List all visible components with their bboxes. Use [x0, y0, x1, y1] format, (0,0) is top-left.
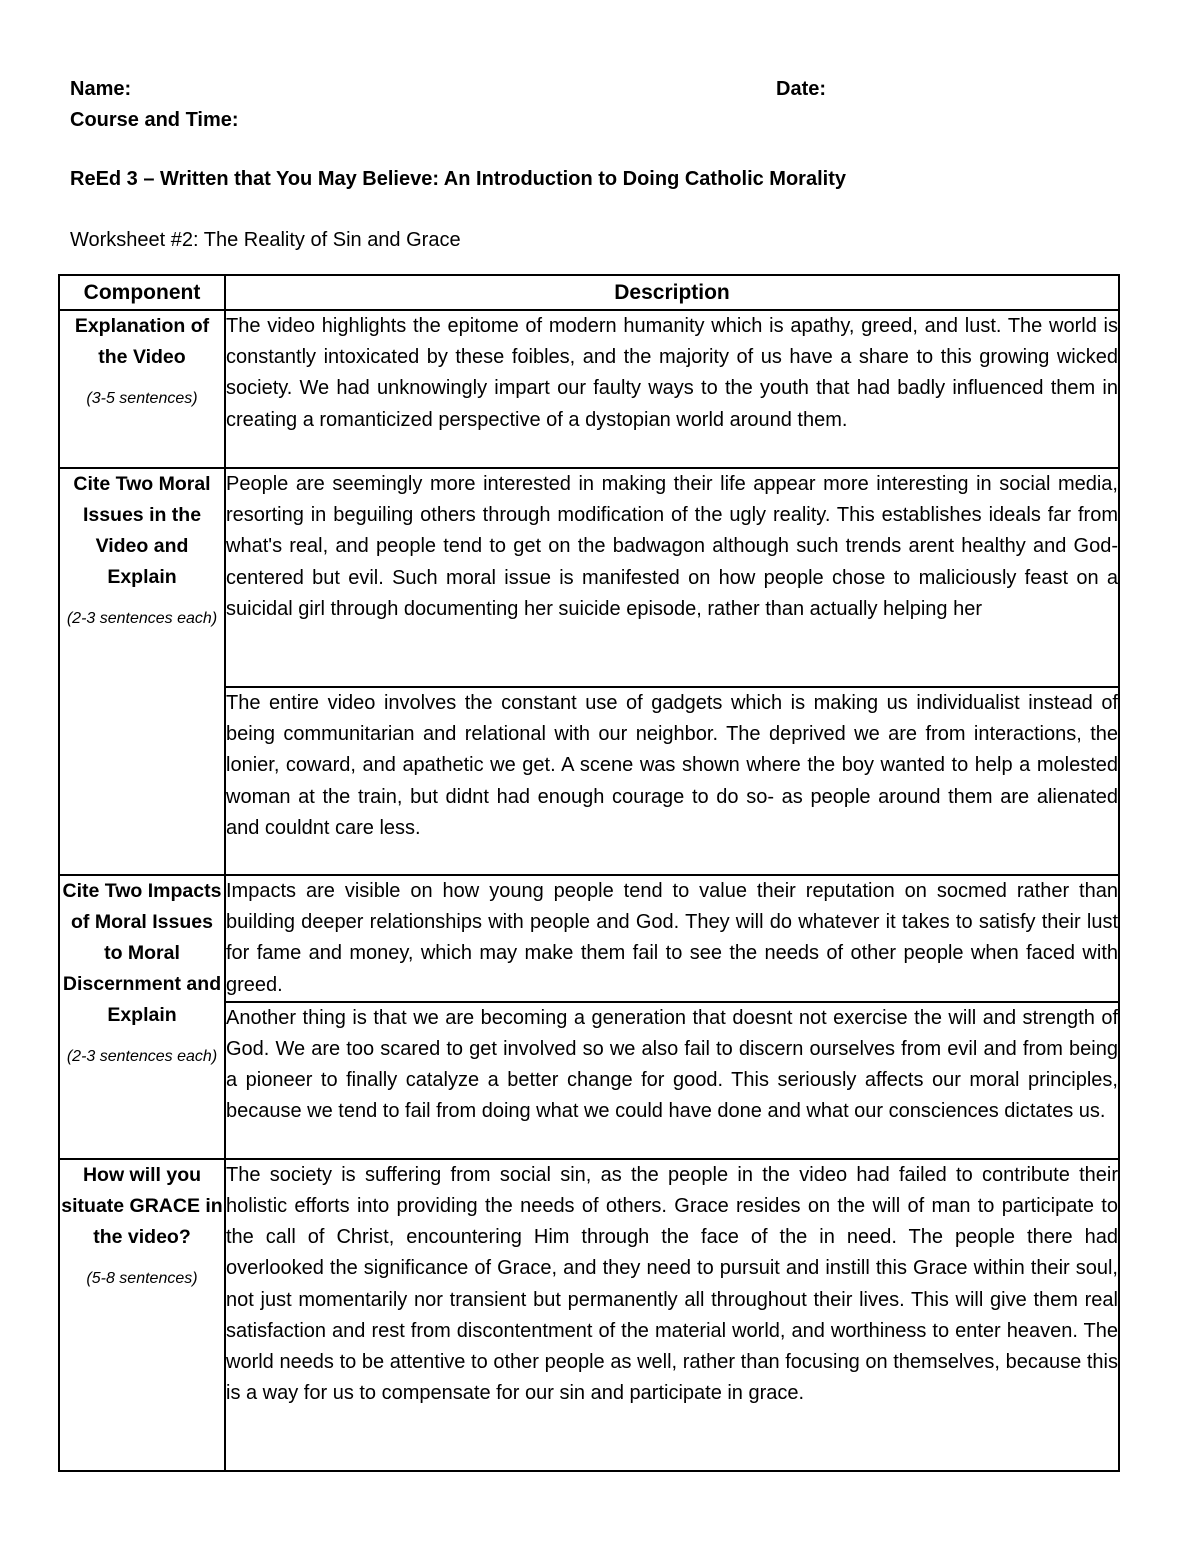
worksheet-table	[58, 274, 1120, 1472]
component-cell	[59, 875, 225, 1159]
description-text: The entire video involves the constant use of gadgets which is making us individualist instead of being communitarian and relational with our neighbor. The deprived we are from interactions, the lonier, coward, and apathetic we get. A scene was shown where the boy wanted to help a molested woman at the train, but didnt had enough courage to do so- as people around them are alienated and couldnt care less.	[226, 692, 1118, 839]
description-cell	[225, 1002, 1119, 1159]
column-header-description: Description	[225, 275, 1119, 310]
table-row	[59, 875, 1119, 1002]
component-label: Explanation of the Video	[74, 315, 210, 368]
description-cell	[225, 1159, 1119, 1471]
description-text: People are seemingly more interested in making their life appear more interesting in social media, resorting in beguiling others through modification of the ugly reality. This establishes ideals far from what's real, and people tend to get on the badwagon although such trends arent healthy and God-centered but evil. Such moral issue is manifested on how people chose to maliciously feast on a suicidal girl through documenting her suicide episode, rather than actually helping her	[226, 473, 1118, 620]
component-label: Cite Two Moral Issues in the Video and Explain	[73, 473, 211, 588]
description-text: The society is suffering from social sin, as the people in the video had failed to contribute their holistic efforts into providing the needs of others. Grace resides on the will of man to participate to the call of Christ, encountering Him through the face of the in need. The people there had overlooked the significance of Grace, and they need to pursuit and instill this Grace within their soul, not just momentarily nor transient but permanently all throughout their lives. This will give them real satisfaction and rest from discontentment of the material world, and worthiness to enter heaven. The world needs to be attentive to other people as well, rather than focusing on themselves, because this is a way for us to compensate for our sin and participate in grace.	[226, 1163, 1118, 1405]
description-cell	[225, 875, 1119, 1002]
component-label: Cite Two Impacts of Moral Issues to Moral Discernment and Explain	[62, 880, 222, 1026]
component-cell	[59, 310, 225, 468]
date-label: Date:	[776, 78, 827, 100]
worksheet-title: Worksheet #2: The Reality of Sin and Grace	[70, 229, 461, 251]
description-text: Impacts are visible on how young people tend to value their reputation on socmed rather than building deeper relationships with people and God. They will do whatever it takes to satisfy their lust for fame and money, which may make them fail to see the needs of other people when faced with greed.	[226, 880, 1118, 996]
sentence-count-note: (2-3 sentences each)	[66, 1048, 218, 1065]
table-row	[59, 310, 1119, 468]
description-cell	[225, 468, 1119, 687]
table-row	[59, 468, 1119, 687]
component-label: How will you situate GRACE in the video?	[61, 1163, 223, 1248]
component-cell	[59, 1159, 225, 1471]
description-cell	[225, 687, 1119, 875]
sentence-count-note: (5-8 sentences)	[86, 1269, 198, 1287]
column-header-component: Component	[59, 275, 225, 310]
description-cell	[225, 310, 1119, 468]
description-text: Another thing is that we are becoming a generation that doesnt not exercise the will and strength of God. We are too scared to get involved so we also fail to discern ourselves from evil and from being a pioneer to finally catalyze a better change for good. This seriously affects our moral principles, because we tend to fail from doing what we could have done and what our consciences dictates us.	[226, 1006, 1118, 1123]
component-cell	[59, 468, 225, 875]
table-row	[59, 1159, 1119, 1471]
sentence-count-note: (3-5 sentences)	[86, 390, 198, 407]
course-time-label: Course and Time:	[70, 109, 239, 131]
sentence-count-note: (2-3 sentences each)	[66, 610, 218, 627]
name-label: Name:	[70, 78, 132, 100]
table-header-row	[59, 275, 1119, 310]
course-title: ReEd 3 – Written that You May Believe: An Introduction to Doing Catholic Morality	[70, 168, 846, 190]
description-text: The video highlights the epitome of modern humanity which is apathy, greed, and lust. The world is constantly intoxicated by these foibles, and the majority of us have a share to this growing wicked society. We had unknowingly impart our faulty ways to the youth that had badly influenced them in creating a romanticized perspective of a dystopian world around them.	[226, 315, 1118, 431]
